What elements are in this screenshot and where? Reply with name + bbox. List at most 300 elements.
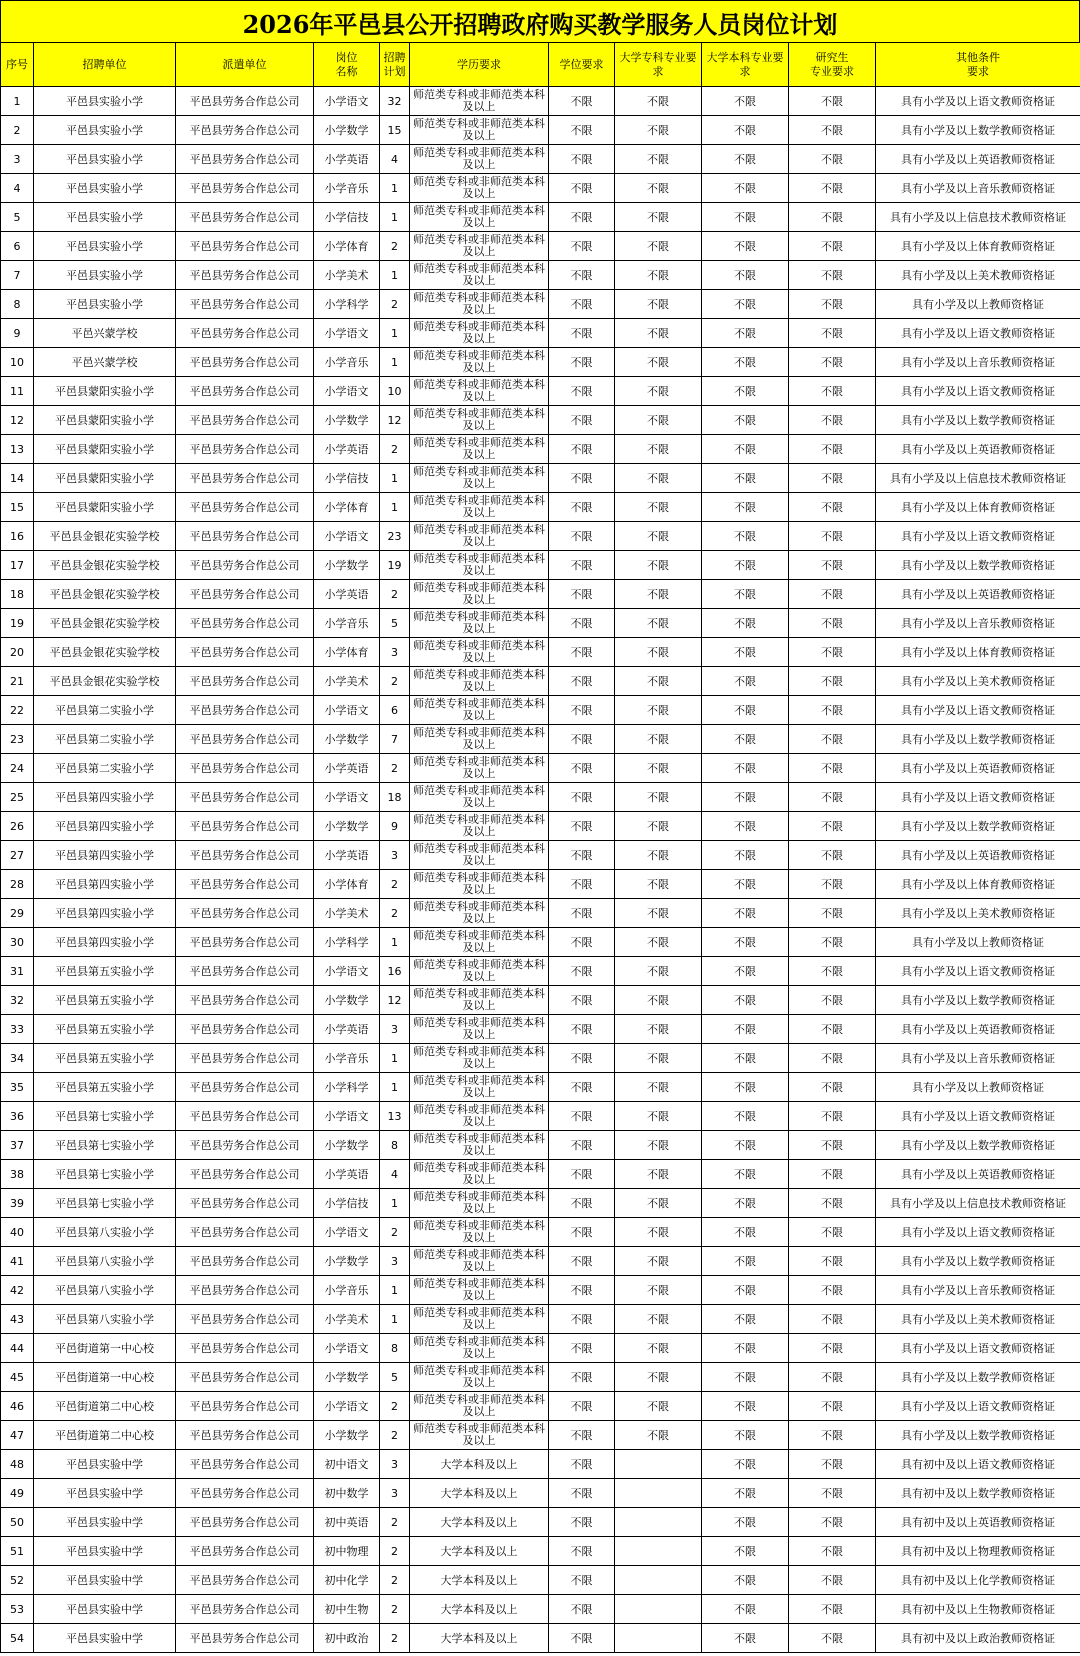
table-cell: 23 xyxy=(1,725,34,754)
column-header-text: 招聘单位 xyxy=(82,57,127,71)
table-cell: 不限 xyxy=(549,870,615,899)
table-cell: 3 xyxy=(380,1479,410,1508)
table-cell: 1 xyxy=(380,1276,410,1305)
table-cell: 师范类专科或非师范类本科及以上 xyxy=(410,377,549,406)
table-cell: 平邑县劳务合作总公司 xyxy=(176,1044,314,1073)
table-cell: 不限 xyxy=(702,203,789,232)
table-cell: 小学美术 xyxy=(314,667,380,696)
header-row xyxy=(1,43,1080,87)
table-cell: 师范类专科或非师范类本科及以上 xyxy=(410,290,549,319)
table-cell: 49 xyxy=(1,1479,34,1508)
table-cell: 平邑县劳务合作总公司 xyxy=(176,783,314,812)
table-cell: 平邑县第七实验小学 xyxy=(34,1189,176,1218)
table-cell: 7 xyxy=(380,725,410,754)
table-cell: 20 xyxy=(1,638,34,667)
table-cell: 不限 xyxy=(549,957,615,986)
table-cell: 不限 xyxy=(549,580,615,609)
table-cell: 平邑县劳务合作总公司 xyxy=(176,609,314,638)
table-cell: 39 xyxy=(1,1189,34,1218)
table-cell: 具有小学及以上英语教师资格证 xyxy=(876,145,1080,174)
table-cell: 具有初中及以上语文教师资格证 xyxy=(876,1450,1080,1479)
table-cell: 不限 xyxy=(789,522,876,551)
table-cell: 平邑县劳务合作总公司 xyxy=(176,1131,314,1160)
table-cell: 33 xyxy=(1,1015,34,1044)
table-cell: 24 xyxy=(1,754,34,783)
table-cell: 初中政治 xyxy=(314,1624,380,1653)
table-cell: 5 xyxy=(380,609,410,638)
table-cell: 不限 xyxy=(549,1276,615,1305)
table-cell: 2 xyxy=(380,290,410,319)
table-cell xyxy=(615,1566,702,1595)
table-cell: 30 xyxy=(1,928,34,957)
table-cell: 平邑县第五实验小学 xyxy=(34,1073,176,1102)
table-cell: 不限 xyxy=(789,986,876,1015)
table-cell: 不限 xyxy=(615,696,702,725)
table-cell: 43 xyxy=(1,1305,34,1334)
table-cell: 平邑县实验小学 xyxy=(34,145,176,174)
table-cell: 不限 xyxy=(702,696,789,725)
table-cell: 平邑县劳务合作总公司 xyxy=(176,232,314,261)
table-cell: 师范类专科或非师范类本科及以上 xyxy=(410,725,549,754)
table-cell: 具有小学及以上美术教师资格证 xyxy=(876,899,1080,928)
table-cell: 小学体育 xyxy=(314,638,380,667)
table-cell: 2 xyxy=(380,580,410,609)
table-cell: 不限 xyxy=(789,1102,876,1131)
table-cell: 不限 xyxy=(615,725,702,754)
table-row xyxy=(1,1247,1080,1276)
table-cell: 师范类专科或非师范类本科及以上 xyxy=(410,1305,549,1334)
table-cell: 1 xyxy=(380,493,410,522)
table-cell: 具有小学及以上语文教师资格证 xyxy=(876,1392,1080,1421)
table-cell: 不限 xyxy=(549,1421,615,1450)
table-cell: 2 xyxy=(380,232,410,261)
table-cell: 不限 xyxy=(549,145,615,174)
table-cell: 平邑县实验中学 xyxy=(34,1508,176,1537)
table-cell: 34 xyxy=(1,1044,34,1073)
table-cell: 不限 xyxy=(615,986,702,1015)
table-cell: 46 xyxy=(1,1392,34,1421)
table-cell: 具有小学及以上数学教师资格证 xyxy=(876,812,1080,841)
table-cell: 2 xyxy=(380,1392,410,1421)
table-cell: 师范类专科或非师范类本科及以上 xyxy=(410,145,549,174)
table-cell: 师范类专科或非师范类本科及以上 xyxy=(410,435,549,464)
table-cell: 师范类专科或非师范类本科及以上 xyxy=(410,1421,549,1450)
table-cell: 平邑县实验小学 xyxy=(34,203,176,232)
table-cell: 不限 xyxy=(789,1566,876,1595)
table-cell: 不限 xyxy=(702,1624,789,1653)
table-row xyxy=(1,1073,1080,1102)
table-cell: 具有小学及以上数学教师资格证 xyxy=(876,1421,1080,1450)
table-cell: 2 xyxy=(380,899,410,928)
table-cell: 不限 xyxy=(702,319,789,348)
table-cell: 师范类专科或非师范类本科及以上 xyxy=(410,638,549,667)
table-cell: 平邑县劳务合作总公司 xyxy=(176,1160,314,1189)
table-cell: 大学本科及以上 xyxy=(410,1479,549,1508)
table-row xyxy=(1,667,1080,696)
table-cell: 不限 xyxy=(789,1392,876,1421)
table-cell: 31 xyxy=(1,957,34,986)
table-row xyxy=(1,232,1080,261)
table-row xyxy=(1,609,1080,638)
table-cell: 1 xyxy=(380,1189,410,1218)
table-cell: 26 xyxy=(1,812,34,841)
table-cell: 师范类专科或非师范类本科及以上 xyxy=(410,203,549,232)
table-cell: 2 xyxy=(380,1624,410,1653)
table-cell: 不限 xyxy=(789,493,876,522)
column-header-text: 学位要求 xyxy=(559,57,604,71)
table-cell: 不限 xyxy=(702,899,789,928)
table-cell: 平邑县劳务合作总公司 xyxy=(176,290,314,319)
table-cell: 不限 xyxy=(789,261,876,290)
table-cell: 15 xyxy=(1,493,34,522)
table-cell: 平邑县劳务合作总公司 xyxy=(176,493,314,522)
table-cell: 具有小学及以上语文教师资格证 xyxy=(876,319,1080,348)
table-cell: 不限 xyxy=(615,406,702,435)
table-cell: 23 xyxy=(380,522,410,551)
table-cell: 具有小学及以上语文教师资格证 xyxy=(876,1218,1080,1247)
table-cell: 不限 xyxy=(615,1305,702,1334)
table-cell: 不限 xyxy=(702,1073,789,1102)
table-cell: 平邑县蒙阳实验小学 xyxy=(34,377,176,406)
table-cell: 47 xyxy=(1,1421,34,1450)
table-cell: 不限 xyxy=(615,638,702,667)
table-row xyxy=(1,957,1080,986)
table-cell: 平邑县实验小学 xyxy=(34,87,176,116)
table-cell: 不限 xyxy=(615,116,702,145)
table-cell: 具有小学及以上音乐教师资格证 xyxy=(876,174,1080,203)
table-cell: 平邑县实验小学 xyxy=(34,232,176,261)
table-cell: 平邑县第四实验小学 xyxy=(34,870,176,899)
table-cell: 小学科学 xyxy=(314,290,380,319)
table-row xyxy=(1,986,1080,1015)
table-row xyxy=(1,754,1080,783)
table-cell: 2 xyxy=(380,1566,410,1595)
table-cell: 师范类专科或非师范类本科及以上 xyxy=(410,580,549,609)
table-cell: 3 xyxy=(380,841,410,870)
table-row xyxy=(1,1218,1080,1247)
table-row xyxy=(1,870,1080,899)
table-cell: 平邑县实验中学 xyxy=(34,1595,176,1624)
table-cell: 具有小学及以上教师资格证 xyxy=(876,290,1080,319)
table-cell: 不限 xyxy=(615,377,702,406)
table-cell: 2 xyxy=(380,1595,410,1624)
table-cell: 师范类专科或非师范类本科及以上 xyxy=(410,1160,549,1189)
table-cell: 12 xyxy=(380,986,410,1015)
table-cell: 平邑县实验中学 xyxy=(34,1624,176,1653)
column-header-text: 派遣单位 xyxy=(222,57,267,71)
table-cell: 师范类专科或非师范类本科及以上 xyxy=(410,1189,549,1218)
table-cell: 不限 xyxy=(789,928,876,957)
table-cell: 不限 xyxy=(789,1537,876,1566)
table-row xyxy=(1,1450,1080,1479)
table-cell: 不限 xyxy=(702,1334,789,1363)
table-cell: 不限 xyxy=(549,116,615,145)
table-cell: 2 xyxy=(380,1508,410,1537)
table-cell: 平邑县实验中学 xyxy=(34,1566,176,1595)
table-cell: 3 xyxy=(380,1247,410,1276)
table-cell: 不限 xyxy=(549,319,615,348)
table-cell: 平邑县劳务合作总公司 xyxy=(176,1537,314,1566)
table-cell: 不限 xyxy=(789,464,876,493)
table-cell: 初中语文 xyxy=(314,1450,380,1479)
table-cell: 不限 xyxy=(789,1160,876,1189)
table-cell: 师范类专科或非师范类本科及以上 xyxy=(410,1247,549,1276)
table-cell: 小学信技 xyxy=(314,203,380,232)
table-cell: 不限 xyxy=(549,696,615,725)
table-cell: 具有小学及以上音乐教师资格证 xyxy=(876,348,1080,377)
table-row xyxy=(1,116,1080,145)
table-cell: 3 xyxy=(1,145,34,174)
table-cell: 不限 xyxy=(702,754,789,783)
table-cell: 1 xyxy=(380,203,410,232)
table-cell: 不限 xyxy=(549,783,615,812)
table-row xyxy=(1,899,1080,928)
table-cell: 师范类专科或非师范类本科及以上 xyxy=(410,957,549,986)
table-cell: 平邑县劳务合作总公司 xyxy=(176,754,314,783)
table-cell: 不限 xyxy=(549,522,615,551)
table-cell: 师范类专科或非师范类本科及以上 xyxy=(410,1218,549,1247)
table-cell: 平邑兴蒙学校 xyxy=(34,319,176,348)
table-cell: 51 xyxy=(1,1537,34,1566)
table-cell: 不限 xyxy=(702,638,789,667)
table-cell: 平邑街道第二中心校 xyxy=(34,1421,176,1450)
table-cell: 36 xyxy=(1,1102,34,1131)
table-cell: 54 xyxy=(1,1624,34,1653)
table-cell: 28 xyxy=(1,870,34,899)
table-cell: 9 xyxy=(380,812,410,841)
table-cell: 18 xyxy=(380,783,410,812)
table-cell: 平邑街道第一中心校 xyxy=(34,1363,176,1392)
table-cell: 师范类专科或非师范类本科及以上 xyxy=(410,493,549,522)
table-cell: 大学本科及以上 xyxy=(410,1566,549,1595)
table-cell: 不限 xyxy=(789,87,876,116)
table-cell: 17 xyxy=(1,551,34,580)
table-cell: 不限 xyxy=(702,667,789,696)
table-cell: 大学本科及以上 xyxy=(410,1537,549,1566)
table-cell: 具有小学及以上体育教师资格证 xyxy=(876,638,1080,667)
table-cell: 小学语文 xyxy=(314,783,380,812)
table-cell: 不限 xyxy=(702,957,789,986)
table-cell: 小学数学 xyxy=(314,1131,380,1160)
table-cell: 具有小学及以上数学教师资格证 xyxy=(876,986,1080,1015)
table-row xyxy=(1,261,1080,290)
table-row xyxy=(1,1624,1080,1653)
table-cell: 不限 xyxy=(789,116,876,145)
table-cell: 小学美术 xyxy=(314,261,380,290)
table-cell: 不限 xyxy=(615,493,702,522)
table-row xyxy=(1,1479,1080,1508)
table-cell: 不限 xyxy=(549,1189,615,1218)
table-cell: 8 xyxy=(1,290,34,319)
table-cell: 具有初中及以上物理教师资格证 xyxy=(876,1537,1080,1566)
table-cell: 不限 xyxy=(789,203,876,232)
table-cell: 不限 xyxy=(702,580,789,609)
table-cell: 具有小学及以上语文教师资格证 xyxy=(876,957,1080,986)
table-cell: 师范类专科或非师范类本科及以上 xyxy=(410,696,549,725)
table-cell: 不限 xyxy=(615,928,702,957)
table-cell: 42 xyxy=(1,1276,34,1305)
table-cell: 不限 xyxy=(789,1218,876,1247)
table-cell: 48 xyxy=(1,1450,34,1479)
table-row xyxy=(1,928,1080,957)
table-cell: 具有小学及以上音乐教师资格证 xyxy=(876,1276,1080,1305)
table-cell: 平邑县劳务合作总公司 xyxy=(176,899,314,928)
table-cell: 12 xyxy=(380,406,410,435)
table-cell: 不限 xyxy=(549,1334,615,1363)
table-cell: 小学数学 xyxy=(314,1247,380,1276)
table-cell: 45 xyxy=(1,1363,34,1392)
table-cell: 5 xyxy=(380,1363,410,1392)
table-cell: 师范类专科或非师范类本科及以上 xyxy=(410,783,549,812)
table-cell: 不限 xyxy=(615,1334,702,1363)
table-cell: 具有初中及以上政治教师资格证 xyxy=(876,1624,1080,1653)
recruitment-table xyxy=(0,42,1080,1653)
table-cell: 小学数学 xyxy=(314,551,380,580)
table-cell: 小学音乐 xyxy=(314,1276,380,1305)
table-cell: 具有小学及以上英语教师资格证 xyxy=(876,1015,1080,1044)
table-cell: 平邑县蒙阳实验小学 xyxy=(34,406,176,435)
table-cell: 具有小学及以上美术教师资格证 xyxy=(876,667,1080,696)
table-cell: 18 xyxy=(1,580,34,609)
table-cell: 10 xyxy=(380,377,410,406)
table-cell: 平邑县金银花实验学校 xyxy=(34,609,176,638)
table-cell: 不限 xyxy=(702,435,789,464)
table-cell: 不限 xyxy=(615,1015,702,1044)
table-cell: 平邑县第四实验小学 xyxy=(34,812,176,841)
table-cell: 小学英语 xyxy=(314,754,380,783)
table-cell: 具有小学及以上音乐教师资格证 xyxy=(876,609,1080,638)
table-cell: 不限 xyxy=(549,667,615,696)
table-cell: 平邑县第七实验小学 xyxy=(34,1102,176,1131)
table-cell xyxy=(615,1479,702,1508)
table-cell: 不限 xyxy=(615,87,702,116)
column-header-text: 名称 xyxy=(335,64,358,78)
table-cell: 13 xyxy=(1,435,34,464)
table-cell xyxy=(615,1450,702,1479)
table-cell: 不限 xyxy=(615,667,702,696)
table-cell: 平邑县实验小学 xyxy=(34,174,176,203)
table-cell: 不限 xyxy=(789,1044,876,1073)
table-cell: 平邑县劳务合作总公司 xyxy=(176,870,314,899)
table-cell: 不限 xyxy=(615,754,702,783)
table-cell: 19 xyxy=(1,609,34,638)
table-cell: 小学音乐 xyxy=(314,609,380,638)
table-cell: 小学英语 xyxy=(314,841,380,870)
table-cell: 大学本科及以上 xyxy=(410,1450,549,1479)
column-header-text: 岗位 xyxy=(335,50,358,64)
table-cell: 不限 xyxy=(615,1044,702,1073)
table-cell: 不限 xyxy=(615,319,702,348)
table-cell: 不限 xyxy=(549,464,615,493)
table-cell: 不限 xyxy=(789,1595,876,1624)
table-row xyxy=(1,493,1080,522)
table-cell: 平邑县劳务合作总公司 xyxy=(176,696,314,725)
table-cell: 不限 xyxy=(789,174,876,203)
table-cell: 具有初中及以上化学教师资格证 xyxy=(876,1566,1080,1595)
table-cell: 小学数学 xyxy=(314,1363,380,1392)
table-cell: 不限 xyxy=(615,783,702,812)
column-header xyxy=(876,43,1080,87)
table-cell: 师范类专科或非师范类本科及以上 xyxy=(410,812,549,841)
column-header-text: 求 xyxy=(739,64,751,78)
table-cell: 2 xyxy=(380,870,410,899)
table-cell: 小学科学 xyxy=(314,1073,380,1102)
table-cell: 师范类专科或非师范类本科及以上 xyxy=(410,870,549,899)
table-cell: 不限 xyxy=(789,1624,876,1653)
table-cell: 师范类专科或非师范类本科及以上 xyxy=(410,261,549,290)
table-cell: 小学语文 xyxy=(314,522,380,551)
table-cell: 不限 xyxy=(789,1421,876,1450)
table-cell: 具有小学及以上教师资格证 xyxy=(876,1073,1080,1102)
column-header-text: 要求 xyxy=(967,64,989,78)
table-row xyxy=(1,464,1080,493)
table-cell: 平邑县金银花实验学校 xyxy=(34,551,176,580)
table-row xyxy=(1,1189,1080,1218)
table-cell xyxy=(615,1537,702,1566)
table-cell: 小学英语 xyxy=(314,145,380,174)
table-cell: 不限 xyxy=(549,841,615,870)
table-cell: 大学本科及以上 xyxy=(410,1595,549,1624)
table-cell: 不限 xyxy=(702,1131,789,1160)
table-cell: 平邑县第二实验小学 xyxy=(34,696,176,725)
table-cell: 平邑县劳务合作总公司 xyxy=(176,551,314,580)
table-cell: 3 xyxy=(380,1450,410,1479)
table-cell: 平邑县劳务合作总公司 xyxy=(176,1479,314,1508)
table-cell: 8 xyxy=(380,1131,410,1160)
table-row xyxy=(1,87,1080,116)
table-cell: 初中化学 xyxy=(314,1566,380,1595)
table-cell: 师范类专科或非师范类本科及以上 xyxy=(410,1276,549,1305)
table-cell: 不限 xyxy=(615,145,702,174)
table-cell: 不限 xyxy=(702,1566,789,1595)
table-cell: 不限 xyxy=(702,145,789,174)
table-cell: 不限 xyxy=(789,1189,876,1218)
table-cell: 小学数学 xyxy=(314,116,380,145)
table-cell: 平邑县第八实验小学 xyxy=(34,1305,176,1334)
table-cell: 小学英语 xyxy=(314,1160,380,1189)
table-cell: 不限 xyxy=(702,1160,789,1189)
table-cell: 不限 xyxy=(789,348,876,377)
table-cell: 不限 xyxy=(702,1044,789,1073)
table-cell: 1 xyxy=(1,87,34,116)
table-cell: 不限 xyxy=(549,928,615,957)
column-header-text: 学历要求 xyxy=(457,57,501,71)
table-cell: 师范类专科或非师范类本科及以上 xyxy=(410,754,549,783)
table-cell: 14 xyxy=(1,464,34,493)
table-cell: 具有小学及以上英语教师资格证 xyxy=(876,580,1080,609)
table-cell: 40 xyxy=(1,1218,34,1247)
table-cell: 小学美术 xyxy=(314,1305,380,1334)
table-cell: 32 xyxy=(1,986,34,1015)
table-cell: 不限 xyxy=(615,1073,702,1102)
table-cell: 小学体育 xyxy=(314,493,380,522)
table-cell: 师范类专科或非师范类本科及以上 xyxy=(410,406,549,435)
table-cell: 不限 xyxy=(789,1015,876,1044)
table-cell: 不限 xyxy=(549,725,615,754)
table-cell: 不限 xyxy=(615,261,702,290)
table-cell: 13 xyxy=(380,1102,410,1131)
table-cell: 不限 xyxy=(702,1363,789,1392)
table-cell: 平邑县劳务合作总公司 xyxy=(176,406,314,435)
table-cell: 平邑县劳务合作总公司 xyxy=(176,116,314,145)
table-cell: 不限 xyxy=(549,1566,615,1595)
table-cell: 不限 xyxy=(549,1508,615,1537)
table-cell: 不限 xyxy=(615,174,702,203)
table-cell: 不限 xyxy=(615,609,702,638)
table-cell: 小学语文 xyxy=(314,696,380,725)
table-cell: 1 xyxy=(380,464,410,493)
table-cell: 具有小学及以上语文教师资格证 xyxy=(876,783,1080,812)
